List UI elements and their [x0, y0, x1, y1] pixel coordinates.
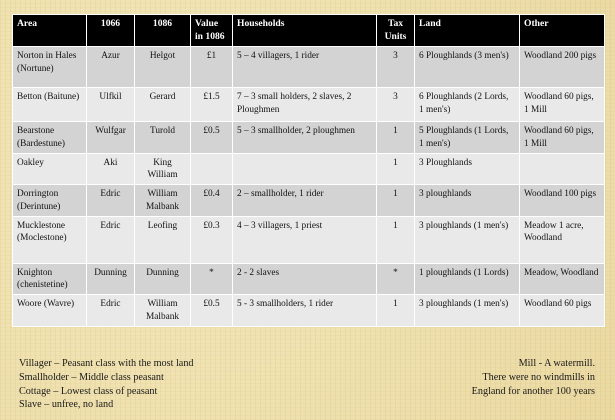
- cell-value: £0.5: [191, 295, 233, 327]
- header-1066: 1066: [87, 15, 135, 47]
- cell-1086: King William: [135, 153, 191, 185]
- cell-area: Mucklestone (Moclestone): [13, 216, 87, 263]
- cell-area: Knighton (chenistetine): [13, 263, 87, 295]
- glossary-smallholder: Smallholder – Middle class peasant: [19, 371, 164, 383]
- cell-other: Woodland 200 pigs: [520, 47, 605, 88]
- glossary-legend: [19, 357, 194, 412]
- cell-1066: Aki: [87, 153, 135, 185]
- cell-tax-units: 1: [377, 122, 415, 154]
- cell-area: Bearstone (Bardestune): [13, 122, 87, 154]
- cell-other: Woodland 60 pigs, 1 Mill: [520, 122, 605, 154]
- cell-value: [191, 153, 233, 185]
- header-households: Households: [233, 15, 377, 47]
- header-other: Other: [520, 15, 605, 47]
- header-tax-units: Tax Units: [377, 15, 415, 47]
- mill-note-line: Mill - A watermill.: [518, 358, 595, 369]
- cell-land: 6 Ploughlands (3 men's): [415, 47, 520, 88]
- cell-1086: Leofing: [135, 216, 191, 263]
- cell-1066: Wulfgar: [87, 122, 135, 154]
- cell-area: Woore (Wavre): [13, 295, 87, 327]
- table-row: [13, 47, 605, 88]
- cell-other: Meadow 1 acre, Woodland: [520, 216, 605, 263]
- cell-value: £0.4: [191, 185, 233, 217]
- cell-land: 1 ploughlands (1 Lords): [415, 263, 520, 295]
- table-row: [13, 295, 605, 327]
- cell-1086: Gerard: [135, 88, 191, 122]
- table-row: [13, 263, 605, 295]
- cell-1086: Helgot: [135, 47, 191, 88]
- cell-land: 6 Ploughlands (2 Lords, 1 men's): [415, 88, 520, 122]
- cell-tax-units: 3: [377, 47, 415, 88]
- cell-value: *: [191, 263, 233, 295]
- cell-1086: William Malbank: [135, 295, 191, 327]
- cell-1066: Ulfkil: [87, 88, 135, 122]
- header-row: [13, 15, 605, 47]
- glossary-villager: Villager – Peasant class with the most land: [19, 358, 194, 369]
- cell-land: 3 ploughlands: [415, 185, 520, 217]
- cell-households: 7 – 3 small holders, 2 slaves, 2 Ploughmen: [233, 88, 377, 122]
- cell-land: 3 ploughlands (1 men's): [415, 216, 520, 263]
- cell-households: 5 - 3 smallholders, 1 rider: [233, 295, 377, 327]
- cell-households: [233, 153, 377, 185]
- cell-tax-units: *: [377, 263, 415, 295]
- cell-1086: Dunning: [135, 263, 191, 295]
- header-land: Land: [415, 15, 520, 47]
- cell-value: £0.5: [191, 122, 233, 154]
- cell-value: £0.3: [191, 216, 233, 263]
- cell-households: 2 - 2 slaves: [233, 263, 377, 295]
- cell-land: 5 Ploughlands (1 Lords, 1 men's): [415, 122, 520, 154]
- table-row: [13, 153, 605, 185]
- cell-1066: Dunning: [87, 263, 135, 295]
- table-row: [13, 185, 605, 217]
- cell-other: [520, 153, 605, 185]
- cell-1066: Azur: [87, 47, 135, 88]
- cell-other: Meadow, Woodland: [520, 263, 605, 295]
- header-area: Area: [13, 15, 87, 47]
- cell-value: £1.5: [191, 88, 233, 122]
- cell-tax-units: 1: [377, 185, 415, 217]
- cell-other: Woodland 60 pigs: [520, 295, 605, 327]
- cell-tax-units: 1: [377, 153, 415, 185]
- cell-area: Norton in Hales (Nortune): [13, 47, 87, 88]
- cell-households: 4 – 3 villagers, 1 priest: [233, 216, 377, 263]
- cell-area: Dorrington (Derintune): [13, 185, 87, 217]
- cell-1086: Turold: [135, 122, 191, 154]
- glossary-slave: Slave – unfree, no land: [19, 399, 114, 411]
- cell-tax-units: 3: [377, 88, 415, 122]
- cell-tax-units: 1: [377, 295, 415, 327]
- cell-1066: Edric: [87, 295, 135, 327]
- table-row: [13, 88, 605, 122]
- cell-other: Woodland 100 pigs: [520, 185, 605, 217]
- table-row: [13, 122, 605, 154]
- cell-area: Oakley: [13, 153, 87, 185]
- cell-households: 5 – 3 smallholder, 2 ploughmen: [233, 122, 377, 154]
- header-1086: 1086: [135, 15, 191, 47]
- mill-note: [472, 357, 595, 398]
- table-row: [13, 216, 605, 263]
- domesday-table: [12, 14, 605, 327]
- cell-1066: Edric: [87, 216, 135, 263]
- cell-households: 2 – smallholder, 1 rider: [233, 185, 377, 217]
- cell-value: £1: [191, 47, 233, 88]
- cell-other: Woodland 60 pigs, 1 Mill: [520, 88, 605, 122]
- cell-1066: Edric: [87, 185, 135, 217]
- mill-note-line: There were no windmills in: [482, 371, 595, 383]
- cell-households: 5 – 4 villagers, 1 rider: [233, 47, 377, 88]
- cell-land: 3 Ploughlands: [415, 153, 520, 185]
- header-value: Value in 1086: [191, 15, 233, 47]
- cell-land: 3 ploughlands (1 men's): [415, 295, 520, 327]
- cell-area: Betton (Baitune): [13, 88, 87, 122]
- cell-1086: William Malbank: [135, 185, 191, 217]
- cell-tax-units: 1: [377, 216, 415, 263]
- glossary-cottage: Cottage – Lowest class of peasant: [19, 385, 158, 397]
- mill-note-line: England for another 100 years: [471, 385, 595, 397]
